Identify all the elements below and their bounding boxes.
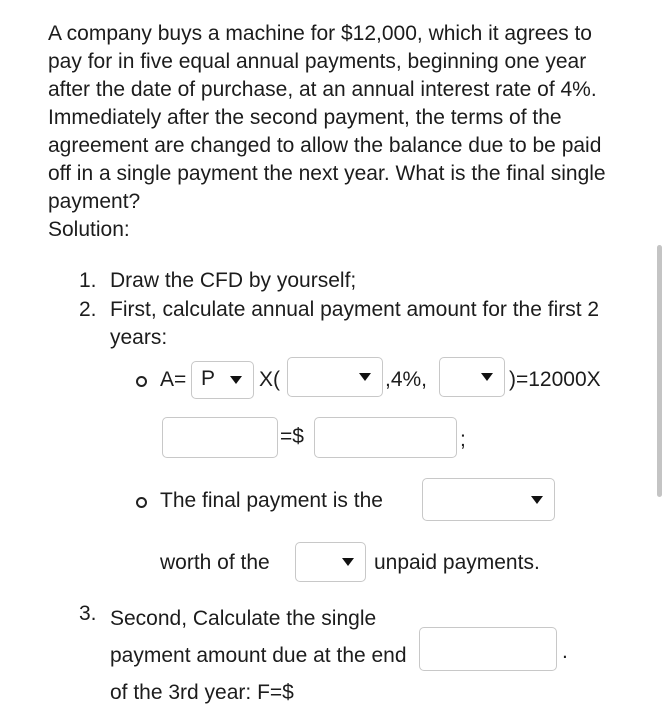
- factor-first-dropdown[interactable]: [287, 357, 383, 397]
- a-equals-label: A=: [160, 368, 187, 391]
- unpaid-payments-label: unpaid payments.: [374, 551, 540, 574]
- step-1: [79, 267, 639, 295]
- equals-dollar-label: =$: [280, 425, 304, 448]
- step-1-number: 1.: [79, 269, 97, 292]
- worth-type-dropdown[interactable]: [422, 478, 555, 521]
- worth-of-label: worth of the: [160, 551, 270, 574]
- step-2: [79, 296, 639, 352]
- step-1-text: Draw the CFD by yourself;: [110, 269, 357, 292]
- equals-12000-label: )=12000X: [509, 368, 601, 391]
- single-payment-input[interactable]: [419, 627, 557, 671]
- factor-type-dropdown[interactable]: [191, 361, 254, 399]
- step-3-number: 3.: [79, 602, 97, 625]
- question-text: A company buys a machine for $12,000, which it agrees to pay for in five equal annual payments, beginning one year after the date of purchase, at an annual interest rate of 4%. Immediately after the second payment, the terms of the agreement are changed to allow the balance due to be paid off in a single payment the next year. What is the final single payment?: [48, 22, 606, 213]
- period-label: .: [562, 640, 568, 663]
- scrollbar[interactable]: [657, 245, 662, 497]
- semicolon-label: ;: [460, 428, 466, 451]
- factor-n-dropdown[interactable]: [439, 357, 505, 397]
- step-3-text: Second, Calculate the single payment amount due at the end of the 3rd year: F=$: [110, 607, 407, 704]
- unpaid-count-dropdown[interactable]: [295, 542, 366, 582]
- factor-type-selected: P: [201, 367, 216, 390]
- step-2-text: First, calculate annual payment amount for the first 2 years:: [110, 298, 600, 349]
- solution-label: Solution:: [48, 218, 130, 241]
- x-open-paren-label: X(: [259, 368, 280, 391]
- bullet-formula: [136, 376, 147, 387]
- step-2-number: 2.: [79, 298, 97, 321]
- factor-value-input[interactable]: [162, 417, 278, 458]
- final-payment-prefix: The final payment is the: [160, 489, 383, 512]
- bullet-final-payment: [136, 497, 147, 508]
- rate-label: ,4%,: [385, 368, 428, 391]
- annual-payment-input[interactable]: [314, 417, 457, 458]
